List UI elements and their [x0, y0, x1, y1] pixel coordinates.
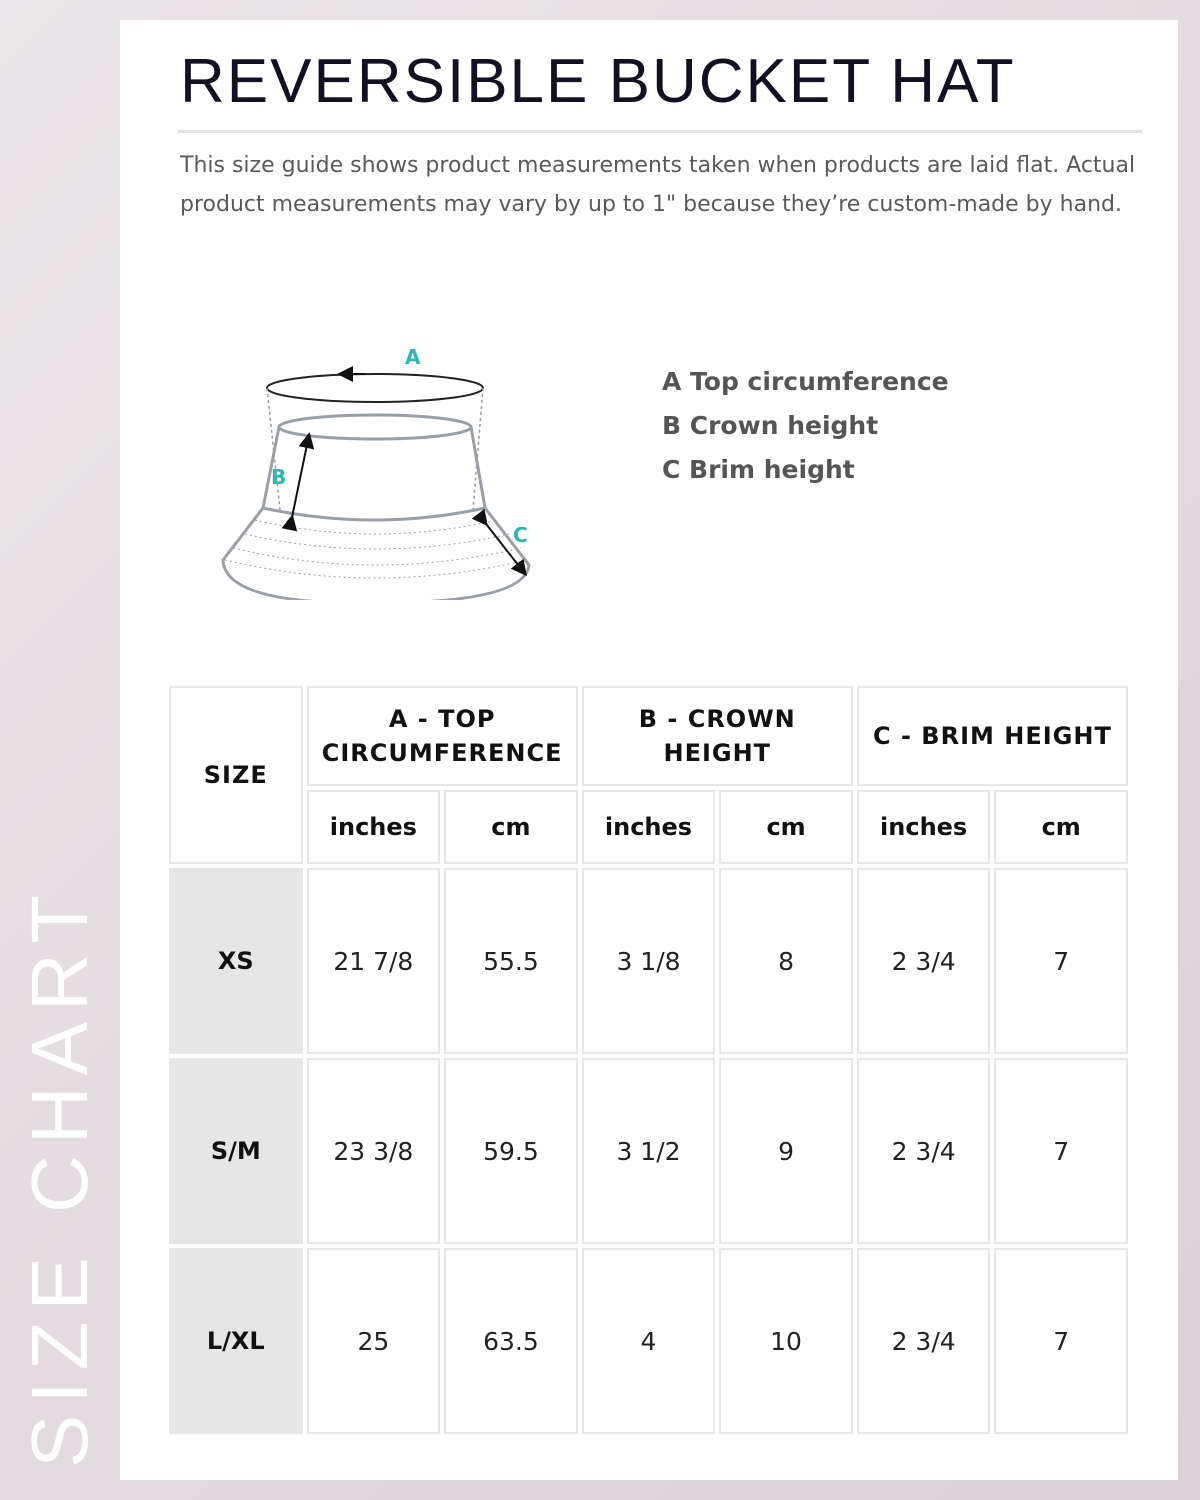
marker-a: A [405, 345, 421, 369]
intro-text: This size guide shows product measurements taken when products are laid flat. Actual product measurements may vary by up to 1" because they’re custom-made by hand. [180, 153, 1136, 217]
table-cell: 2 3/4 [857, 1248, 991, 1434]
unit-header: cm [444, 790, 578, 864]
table-row [169, 1248, 1128, 1434]
table-cell: 10 [719, 1248, 853, 1434]
unit-header: inches [857, 790, 991, 864]
size-label: XS [169, 868, 303, 1054]
measurement-legend [662, 360, 949, 492]
group-header-crown-height: B - CROWN HEIGHT [582, 686, 853, 786]
table-cell: 7 [994, 1248, 1128, 1434]
table-cell: 2 3/4 [857, 1058, 991, 1244]
unit-header: cm [719, 790, 853, 864]
legend-item-c: C Brim height [662, 455, 855, 484]
table-cell: 23 3/8 [307, 1058, 441, 1244]
unit-header: inches [582, 790, 716, 864]
table-cell: 4 [582, 1248, 716, 1434]
size-column-header: SIZE [169, 686, 303, 864]
size-label: L/XL [169, 1248, 303, 1434]
table-cell: 3 1/8 [582, 868, 716, 1054]
table-cell: 21 7/8 [307, 868, 441, 1054]
table-cell: 8 [719, 868, 853, 1054]
legend-item-b: B Crown height [662, 411, 879, 440]
legend-item-a: A Top circumference [662, 367, 949, 396]
table-cell: 9 [719, 1058, 853, 1244]
table-cell: 59.5 [444, 1058, 578, 1244]
table-row [169, 868, 1128, 1054]
table-unit-row [169, 790, 1128, 864]
group-header-brim-height: C - BRIM HEIGHT [857, 686, 1128, 786]
table-row [169, 1058, 1128, 1244]
table-cell: 7 [994, 868, 1128, 1054]
marker-b: B [271, 465, 287, 489]
table-cell: 3 1/2 [582, 1058, 716, 1244]
table-cell: 7 [994, 1058, 1128, 1244]
table-cell: 2 3/4 [857, 868, 991, 1054]
title-divider [178, 130, 1142, 133]
unit-header: cm [994, 790, 1128, 864]
size-label: S/M [169, 1058, 303, 1244]
table-header-row [169, 686, 1128, 786]
page-title: REVERSIBLE BUCKET HAT [180, 47, 1016, 116]
marker-c: C [513, 523, 528, 547]
table-cell: 63.5 [444, 1248, 578, 1434]
group-header-top-circumference: A - TOP CIRCUMFERENCE [307, 686, 578, 786]
side-label: SIZE CHART [15, 883, 104, 1468]
bucket-hat-diagram [215, 320, 545, 600]
table-cell: 55.5 [444, 868, 578, 1054]
hat-outline [223, 374, 529, 600]
unit-header: inches [307, 790, 441, 864]
size-guide-card [120, 20, 1178, 1480]
size-table [165, 682, 1132, 1438]
arrow-b [291, 440, 308, 522]
table-cell: 25 [307, 1248, 441, 1434]
